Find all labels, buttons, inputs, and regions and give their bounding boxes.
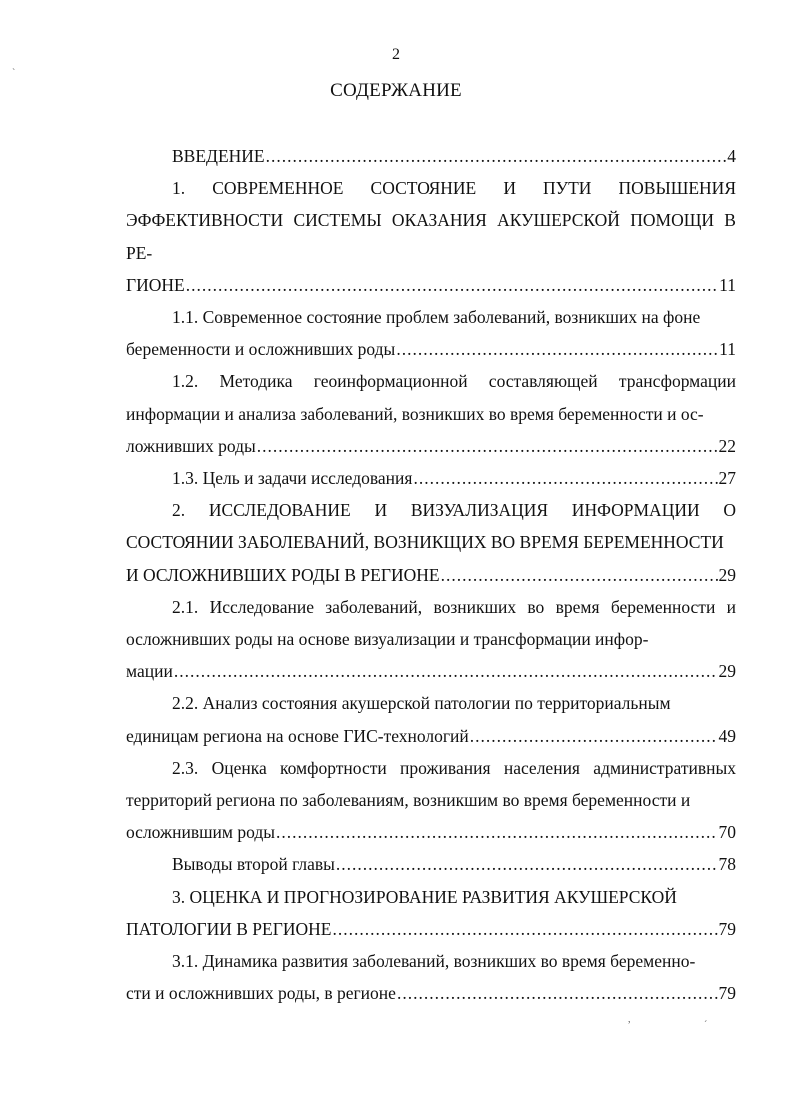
toc-leader-dots	[174, 655, 718, 687]
toc-entry-text: 3. ОЦЕНКА И ПРОГНОЗИРОВАНИЕ РАЗВИТИЯ АКУШЕРСКОЙ	[172, 886, 677, 907]
toc-entry-section-2-2	[126, 687, 736, 751]
toc-page-number: 22	[718, 435, 736, 456]
table-of-contents	[126, 140, 736, 1009]
page-title: СОДЕРЖАНИЕ	[330, 80, 462, 101]
toc-entry-section-1-3	[126, 462, 736, 494]
toc-page-number: 29	[718, 661, 736, 682]
toc-entry-section-3-1	[126, 945, 736, 1009]
toc-page-number: 11	[719, 274, 736, 295]
scan-speck: ,	[628, 1014, 631, 1025]
toc-entry-chapter-3	[126, 881, 736, 945]
toc-entry-conclusions-2	[126, 848, 736, 880]
page-number: 2	[392, 46, 400, 63]
toc-entry-text: 2.2. Анализ состояния акушерской патологии по территориальным	[172, 693, 671, 714]
toc-entry-section-2-1	[126, 591, 736, 688]
toc-entry-text: 2. ИССЛЕДОВАНИЕ И ВИЗУАЛИЗАЦИЯ ИНФОРМАЦИИ О СОСТОЯНИИ ЗАБОЛЕВАНИЙ, ВОЗНИКЩИХ ВО ВРЕМЯ БЕРЕМЕННОСТИ	[126, 500, 736, 553]
toc-entry-text-tail: мации	[126, 661, 173, 682]
toc-entry-label: Выводы второй главы	[172, 854, 335, 875]
toc-leader-dots	[441, 559, 718, 591]
scan-speck: ´	[704, 1020, 708, 1031]
toc-leader-dots	[257, 430, 718, 462]
toc-leader-dots	[276, 816, 717, 848]
toc-leader-dots	[413, 462, 717, 494]
toc-page-number: 79	[718, 918, 736, 939]
toc-entry-text: 1.2. Методика геоинформационной составляющей трансформации информации и анализа заболеваний, возникших во время беременности и ос-	[126, 371, 736, 424]
toc-page-number: 27	[718, 468, 736, 489]
toc-leader-dots	[186, 269, 718, 301]
toc-leader-dots	[470, 720, 718, 752]
toc-leader-dots	[396, 333, 718, 365]
toc-entry-section-2-3	[126, 752, 736, 849]
toc-entry-text-tail: ПАТОЛОГИИ В РЕГИОНЕ	[126, 918, 332, 939]
toc-page-number: 78	[718, 854, 736, 875]
toc-entry-label: 1.3. Цель и задачи исследования	[172, 468, 413, 489]
toc-entry-text-tail: единицам региона на основе ГИС-технологий	[126, 725, 469, 746]
toc-entry-text: 1.1. Современное состояние проблем заболеваний, возникших на фоне	[172, 307, 701, 328]
toc-page-number: 79	[718, 983, 736, 1004]
toc-leader-dots	[266, 140, 727, 172]
scan-speck: `	[12, 68, 16, 79]
toc-entry-text-tail: беременности и осложнивших роды	[126, 339, 396, 360]
toc-leader-dots	[332, 913, 717, 945]
toc-entry-text: 2.1. Исследование заболеваний, возникших во время беременности и осложнивших роды на основе визуализации и трансформации инфор-	[126, 596, 736, 650]
toc-entry-section-1-2	[126, 365, 736, 462]
toc-entry-text-tail: сти и осложнивших роды, в регионе	[126, 983, 396, 1004]
toc-page-number: 4	[727, 146, 736, 166]
toc-entry-label: ВВЕДЕНИЕ	[172, 146, 265, 166]
toc-entry-text: 3.1. Динамика развития заболеваний, возникших во время беременно-	[172, 951, 696, 972]
toc-page-number: 70	[718, 822, 736, 843]
toc-page-number: 11	[719, 339, 736, 360]
toc-entry-section-1-1	[126, 301, 736, 365]
toc-entry-intro	[126, 140, 736, 172]
toc-entry-chapter-1	[126, 172, 736, 301]
toc-entry-text-tail: И ОСЛОЖНИВШИХ РОДЫ В РЕГИОНЕ	[126, 564, 440, 585]
toc-page-number: 49	[718, 725, 736, 746]
toc-entry-text-tail: ложнивших роды	[126, 435, 256, 456]
toc-entry-text-tail: осложнившим роды	[126, 822, 276, 843]
toc-entry-text: 1. СОВРЕМЕННОЕ СОСТОЯНИЕ И ПУТИ ПОВЫШЕНИЯ ЭФФЕКТИВНОСТИ СИСТЕМЫ ОКАЗАНИЯ АКУШЕРСКОЙ ПОМОЩИ В РЕ-	[126, 178, 736, 263]
toc-entry-text-tail: ГИОНЕ	[126, 274, 185, 295]
toc-leader-dots	[397, 977, 718, 1009]
toc-page-number: 29	[718, 564, 736, 585]
toc-entry-text: 2.3. Оценка комфортности проживания населения административных территорий региона по заболеваниям, возникшим во время беременности и	[126, 757, 736, 811]
toc-leader-dots	[336, 848, 718, 880]
toc-entry-chapter-2	[126, 494, 736, 591]
